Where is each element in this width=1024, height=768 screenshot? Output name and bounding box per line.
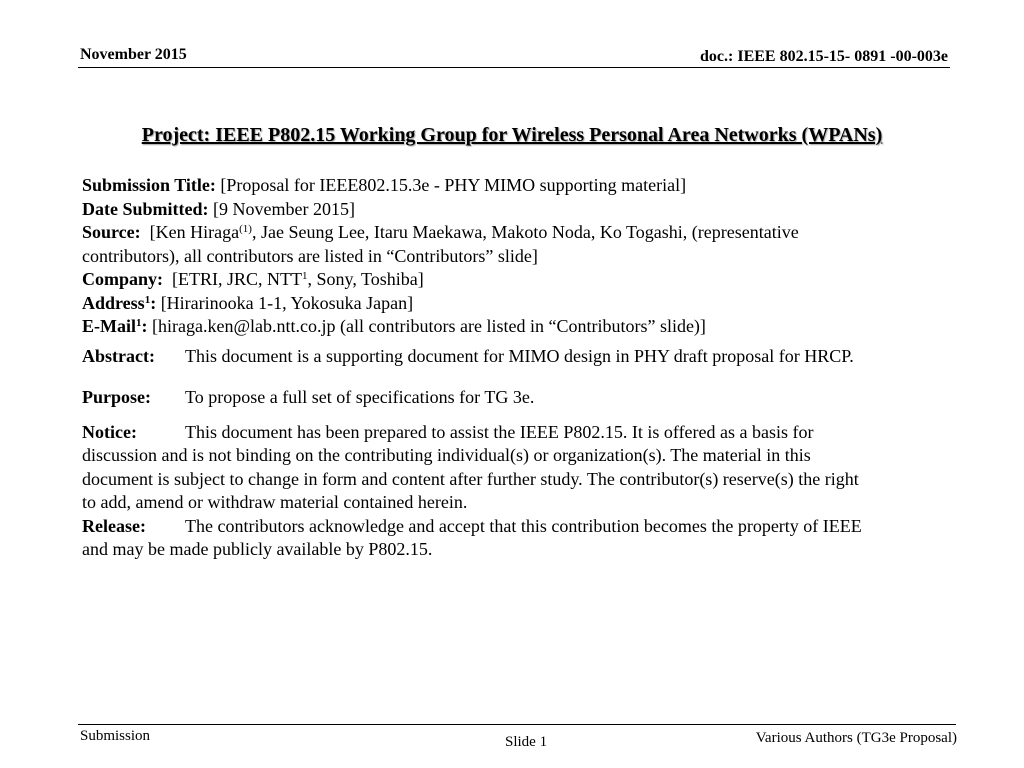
address-superscript: 1: [144, 293, 151, 306]
release-line2: and may be made publicly available by P802.15.: [82, 539, 433, 559]
address-value: [Hirarinooka 1-1, Yokosuka Japan]: [160, 292, 414, 313]
submission-title-value: [Proposal for IEEE802.15.3e - PHY MIMO supporting material]: [220, 175, 687, 195]
email-row: [82, 315, 952, 339]
notice-line2: discussion and is not binding on the contributing individual(s) or organization(s). The material in this: [82, 445, 811, 465]
source-superscript: (1): [239, 223, 252, 235]
date-submitted-value: [9 November 2015]: [213, 198, 355, 219]
address-colon: :: [150, 292, 157, 313]
abstract-value: This document is a supporting document for MIMO design in PHY draft proposal for HRCP.: [185, 345, 854, 366]
source-row: [82, 221, 952, 268]
source-value-start: [Ken Hiraga: [149, 222, 240, 242]
footer-divider: [78, 724, 956, 725]
abstract-row: [82, 345, 952, 369]
release-row: [82, 515, 952, 562]
notice-line1: This document has been prepared to assist the IEEE P802.15. It is offered as a basis for: [185, 421, 814, 442]
release-line1: The contributors acknowledge and accept that this contribution becomes the property of IEEE: [185, 515, 862, 536]
document-body: [82, 174, 952, 562]
source-value-line2: contributors), all contributors are listed in “Contributors” slide]: [82, 245, 538, 266]
header-divider: [78, 67, 950, 68]
email-label: E-Mail: [82, 316, 136, 336]
company-value-start: [ETRI, JRC, NTT: [172, 269, 303, 289]
address-label: Address: [82, 292, 145, 313]
email-value: [hiraga.ken@lab.ntt.co.jp (all contributors are listed in “Contributors” slide)]: [152, 316, 706, 336]
company-superscript: 1: [302, 270, 308, 282]
notice-label: Notice:: [82, 421, 137, 442]
header-date: November 2015: [80, 46, 187, 63]
footer-authors: Various Authors (TG3e Proposal): [755, 730, 957, 746]
notice-row: [82, 421, 952, 515]
company-row: [82, 268, 952, 292]
date-submitted-row: [82, 198, 952, 222]
header-doc-id: doc.: IEEE 802.15-15- 0891 -00-003e: [700, 48, 948, 65]
purpose-value: To propose a full set of specifications for TG 3e.: [185, 387, 535, 407]
purpose-row: [82, 386, 952, 410]
footer-submission: Submission: [80, 728, 151, 744]
abstract-label: Abstract:: [82, 345, 155, 366]
release-label: Release:: [82, 515, 146, 536]
email-superscript: 1: [136, 317, 142, 329]
address-row: [82, 292, 952, 316]
project-title: Project: IEEE P802.15 Working Group for Wireless Personal Area Networks (WPANs): [141, 124, 883, 146]
source-label: Source:: [82, 222, 141, 242]
notice-line3: document is subject to change in form and content after further study. The contributor(s) reserve(s) the right: [82, 468, 859, 489]
source-value-rest: , Jae Seung Lee, Itaru Maekawa, Makoto Noda, Ko Togashi, (representative: [251, 222, 799, 242]
company-label: Company:: [82, 269, 164, 289]
notice-line4: to add, amend or withdraw material contained herein.: [82, 492, 468, 512]
company-value-rest: , Sony, Toshiba]: [307, 269, 424, 289]
purpose-label: Purpose:: [82, 387, 151, 407]
submission-title-label: Submission Title:: [82, 175, 216, 195]
footer-slide-number: Slide 1: [505, 734, 548, 750]
submission-title-row: [82, 174, 952, 198]
email-colon: :: [141, 316, 148, 336]
date-submitted-label: Date Submitted:: [82, 198, 209, 219]
